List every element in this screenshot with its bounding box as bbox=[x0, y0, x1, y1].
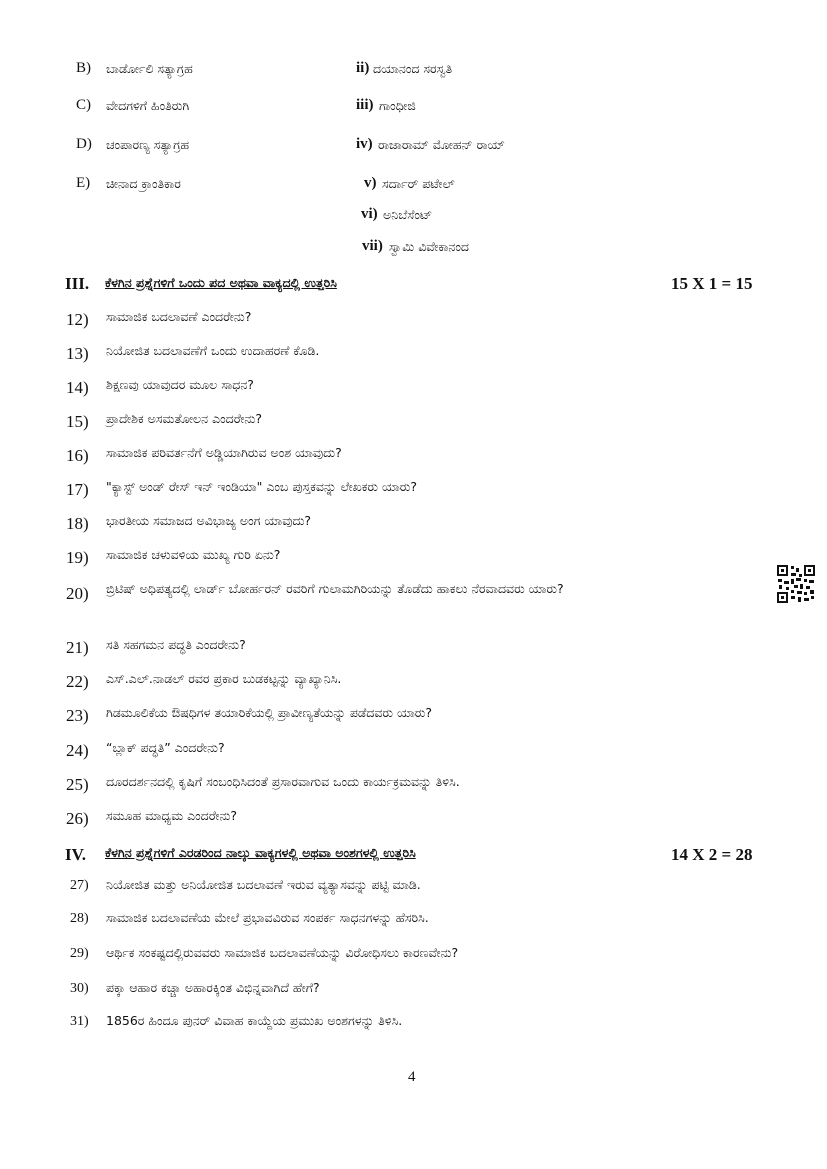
section-marks: 15 X 1 = 15 bbox=[671, 274, 753, 293]
question-number: 29) bbox=[70, 946, 89, 961]
question-text: ಬ್ರಿಟಿಷ್ ಅಧಿಪತ್ಯದಲ್ಲಿ ಲಾರ್ಡ್ ಬೋರ್ಹರನ್ ರವರಿಗೆ ಗುಲಾಮಗಿರಿಯನ್ನು ತೊಡೆದು ಹಾಕಲು ನೆರವಾದವರು ಯಾರು? bbox=[106, 581, 564, 596]
question-number: 17) bbox=[66, 480, 89, 499]
match-left-text: ವೇದಗಳಿಗೆ ಹಿಂತಿರುಗಿ bbox=[106, 98, 190, 113]
section-marks: 14 X 2 = 28 bbox=[671, 845, 753, 864]
question-text: "ಕ್ಯಾಸ್ಟ್ ಅಂಡ್ ರೇಸ್ ಇನ್ ಇಂಡಿಯಾ" ಎಂಬ ಪುಸ್ತಕವನ್ನು ಲೇಖಕರು ಯಾರು? bbox=[106, 479, 417, 494]
match-right-text: ರಾಜಾರಾಮ್ ಮೋಹನ್ ರಾಯ್ bbox=[378, 137, 505, 152]
match-left-label: C) bbox=[76, 97, 91, 113]
question-number: 14) bbox=[66, 378, 89, 397]
question-number: 26) bbox=[66, 809, 89, 828]
question-text: ಸಾಮಾಜಿಕ ಚಳುವಳಿಯ ಮುಖ್ಯ ಗುರಿ ಏನು? bbox=[106, 547, 281, 562]
question-number: 24) bbox=[66, 741, 89, 760]
match-left-label: E) bbox=[76, 175, 91, 191]
question-text: ದೂರದರ್ಶನದಲ್ಲಿ ಕೃಷಿಗೆ ಸಂಬಂಧಿಸಿದಂತೆ ಪ್ರಸಾರವಾಗುವ ಒಂದು ಕಾರ್ಯಕ್ರಮವನ್ನು ತಿಳಿಸಿ. bbox=[106, 774, 460, 789]
question-text: 1856ರ ಹಿಂದೂ ಪುನರ್ ವಿವಾಹ ಕಾಯ್ದೆಯ ಪ್ರಮುಖ ಅಂಶಗಳನ್ನು ತಿಳಿಸಿ. bbox=[106, 1013, 403, 1028]
section-number: III. bbox=[65, 274, 90, 293]
question-number: 19) bbox=[66, 548, 89, 567]
question-text: ಪ್ರಾದೇಶಿಕ ಅಸಮತೋಲನ ಎಂದರೇನು? bbox=[106, 411, 262, 426]
question-number: 28) bbox=[70, 911, 89, 926]
match-right-text: ಅನಿಬೆಸೆಂಟ್ bbox=[383, 207, 433, 222]
match-left-label: B) bbox=[76, 60, 91, 76]
match-right-label: vi) bbox=[361, 206, 378, 222]
question-text: ಸಾಮಾಜಿಕ ಪರಿವರ್ತನೆಗೆ ಅಡ್ಡಿಯಾಗಿರುವ ಅಂಶ ಯಾವುದು? bbox=[106, 445, 342, 460]
question-number: 16) bbox=[66, 446, 89, 465]
question-text: ಶಿಕ್ಷಣವು ಯಾವುದರ ಮೂಲ ಸಾಧನ? bbox=[106, 377, 254, 392]
question-text: ಭಾರತೀಯ ಸಮಾಜದ ಅವಿಭಾಜ್ಯ ಅಂಗ ಯಾವುದು? bbox=[106, 513, 312, 528]
question-number: 22) bbox=[66, 672, 89, 691]
match-right-label: iii) bbox=[356, 97, 374, 113]
match-right-label: ii) bbox=[356, 60, 370, 76]
match-right-label: vii) bbox=[362, 238, 383, 254]
question-number: 25) bbox=[66, 775, 89, 794]
question-number: 20) bbox=[66, 584, 89, 603]
match-left-text: ಚಂಪಾರಣ್ಯ ಸತ್ಯಾಗ್ರಹ bbox=[106, 137, 190, 152]
question-text: ಎಸ್.ಎಲ್.ನಾಡಲ್ ರವರ ಪ್ರಕಾರ ಬುಡಕಟ್ಟನ್ನು ವ್ಯಾಖ್ಯಾನಿಸಿ. bbox=[106, 671, 342, 686]
page-number: 4 bbox=[408, 1069, 416, 1085]
match-left-text: ಬಾರ್ಡೋಲಿ ಸತ್ಯಾಗ್ರಹ bbox=[106, 61, 193, 76]
qr-code-icon bbox=[777, 565, 815, 603]
question-text: ಸತಿ ಸಹಗಮನ ಪದ್ಧತಿ ಎಂದರೇನು? bbox=[106, 637, 246, 652]
question-text: ಗಿಡಮೂಲಿಕೆಯ ಔಷಧಿಗಳ ತಯಾರಿಕೆಯಲ್ಲಿ ಪ್ರಾವೀಣ್ಯತೆಯನ್ನು ಪಡೆದವರು ಯಾರು? bbox=[106, 705, 432, 720]
question-number: 12) bbox=[66, 310, 89, 329]
question-text: ಪಕ್ಕಾ ಆಹಾರ ಕಚ್ಚಾ ಅಹಾರಕ್ಕಿಂತ ವಿಭಿನ್ನವಾಗಿದೆ ಹೇಗೆ? bbox=[106, 980, 320, 995]
question-number: 13) bbox=[66, 344, 89, 363]
question-text: “ಬ್ಲಾಕ್ ಪದ್ಧತಿ” ಎಂದರೇನು? bbox=[106, 740, 225, 755]
question-number: 31) bbox=[70, 1014, 89, 1029]
question-text: ನಿಯೋಜಿತ ಮತ್ತು ಅನಿಯೋಜಿತ ಬದಲಾವಣೆ ಇರುವ ವ್ಯತ್ಯಾಸವನ್ನು ಪಟ್ಟಿ ಮಾಡಿ. bbox=[106, 877, 421, 892]
match-right-text: ಗಾಂಧೀಜಿ bbox=[379, 98, 416, 113]
question-text: ಸಾಮಾಜಿಕ ಬದಲಾವಣೆ ಎಂದರೇನು? bbox=[106, 309, 252, 324]
match-right-label: v) bbox=[364, 175, 377, 191]
question-number: 21) bbox=[66, 638, 89, 657]
question-number: 15) bbox=[66, 412, 89, 431]
section-title: ಕೆಳಗಿನ ಪ್ರಶ್ನೆಗಳಿಗೆ ಎರಡರಿಂದ ನಾಲ್ಕು ವಾಕ್ಯಗಳಲ್ಲಿ ಅಥವಾ ಅಂಶಗಳಲ್ಲಿ ಉತ್ತರಿಸಿ bbox=[105, 845, 416, 860]
question-number: 30) bbox=[70, 981, 89, 996]
match-left-text: ಚೀನಾದ ಕ್ರಾಂತಿಕಾರ bbox=[106, 176, 181, 191]
match-left-label: D) bbox=[76, 136, 92, 152]
match-right-text: ಸರ್ದಾರ್ ಪಟೇಲ್ bbox=[382, 176, 455, 191]
match-right-label: iv) bbox=[356, 136, 373, 152]
section-number: IV. bbox=[65, 845, 86, 864]
question-text: ಸಮೂಹ ಮಾಧ್ಯಮ ಎಂದರೇನು? bbox=[106, 808, 238, 823]
match-right-text: ದಯಾನಂದ ಸರಸ್ವತಿ bbox=[373, 61, 453, 76]
question-text: ಸಾಮಾಜಿಕ ಬದಲಾವಣೆಯ ಮೇಲೆ ಪ್ರಭಾವವಿರುವ ಸಂಪರ್ಕ ಸಾಧನಗಳನ್ನು ಹೆಸರಿಸಿ. bbox=[106, 910, 429, 925]
match-right-text: ಸ್ವಾಮಿ ವಿವೇಕಾನಂದ bbox=[389, 239, 469, 254]
question-number: 27) bbox=[70, 878, 89, 893]
section-title: ಕೆಳಗಿನ ಪ್ರಶ್ನೆಗಳಿಗೆ ಒಂದು ಪದ ಅಥವಾ ವಾಕ್ಯದಲ್ಲಿ ಉತ್ತರಿಸಿ bbox=[105, 275, 337, 290]
question-text: ನಿಯೋಜಿತ ಬದಲಾವಣೆಗೆ ಒಂದು ಉದಾಹರಣೆ ಕೊಡಿ. bbox=[106, 343, 320, 358]
question-number: 18) bbox=[66, 514, 89, 533]
question-number: 23) bbox=[66, 706, 89, 725]
question-text: ಆರ್ಥಿಕ ಸಂಕಷ್ಟದಲ್ಲಿರುವವರು ಸಾಮಾಜಿಕ ಬದಲಾವಣೆಯನ್ನು ವಿರೋಧಿಸಲು ಕಾರಣವೇನು? bbox=[106, 945, 459, 960]
